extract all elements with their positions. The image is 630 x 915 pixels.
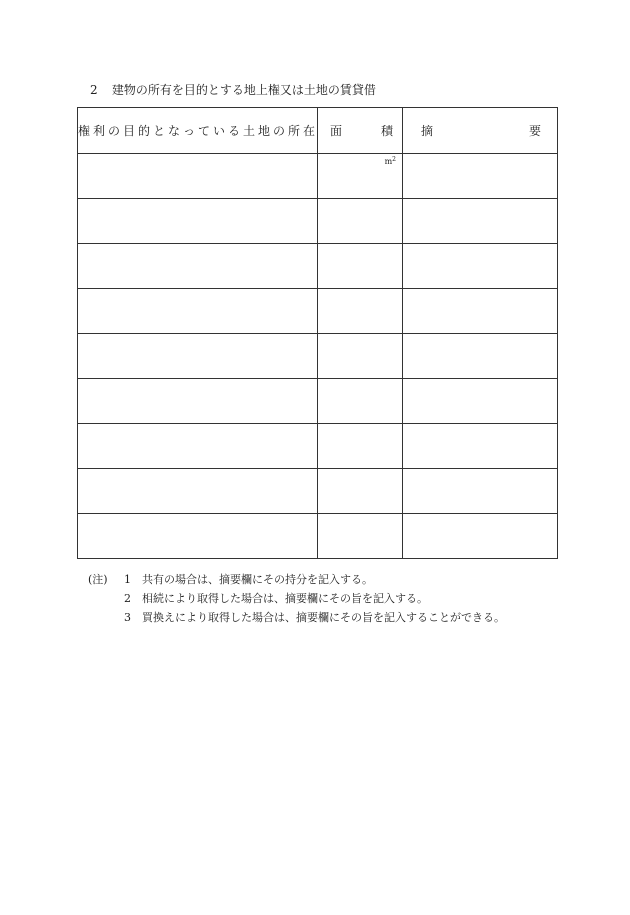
remarks-cell[interactable]: [403, 379, 558, 424]
location-cell[interactable]: [78, 199, 318, 244]
notes-section: [88, 570, 505, 627]
table-row: [78, 379, 558, 424]
area-cell[interactable]: [318, 289, 403, 334]
location-cell[interactable]: [78, 154, 318, 199]
note-number: 3: [124, 611, 131, 624]
note-number: 1: [124, 573, 131, 586]
header-remarks: [403, 108, 558, 154]
area-cell[interactable]: [318, 334, 403, 379]
table-row: [78, 244, 558, 289]
remarks-cell[interactable]: [403, 334, 558, 379]
area-unit: [385, 157, 396, 166]
table-header-row: [78, 108, 558, 154]
area-cell[interactable]: [318, 379, 403, 424]
table-row: [78, 154, 558, 199]
header-location: 権利の目的となっている土地の所在: [78, 108, 318, 154]
location-cell[interactable]: [78, 244, 318, 289]
note-text: 共有の場合は、摘要欄にその持分を記入する。: [142, 573, 373, 586]
table-row: [78, 289, 558, 334]
lease-table: [77, 107, 558, 559]
location-cell[interactable]: [78, 424, 318, 469]
remarks-cell[interactable]: [403, 154, 558, 199]
remarks-cell[interactable]: [403, 514, 558, 559]
note-item: [88, 608, 505, 627]
table-row: [78, 514, 558, 559]
area-cell[interactable]: [318, 244, 403, 289]
location-cell[interactable]: [78, 469, 318, 514]
remarks-cell[interactable]: [403, 424, 558, 469]
area-cell[interactable]: [318, 424, 403, 469]
area-unit-exponent: 2: [392, 156, 396, 163]
section-number: 2: [90, 83, 98, 97]
header-area: [318, 108, 403, 154]
table-row: [78, 199, 558, 244]
remarks-cell[interactable]: [403, 469, 558, 514]
header-remarks-right: 要: [528, 124, 541, 138]
header-area-right: 積: [380, 124, 393, 138]
table-row: [78, 424, 558, 469]
note-item: [88, 589, 505, 608]
table-row: [78, 469, 558, 514]
area-unit-base: m: [384, 157, 393, 166]
remarks-cell[interactable]: [403, 199, 558, 244]
note-text: 買換えにより取得した場合は、摘要欄にその旨を記入することができる。: [142, 611, 505, 624]
area-cell[interactable]: [318, 514, 403, 559]
section-heading: [90, 82, 376, 98]
notes-label: (注): [88, 573, 108, 586]
location-cell[interactable]: [78, 514, 318, 559]
area-cell[interactable]: [318, 469, 403, 514]
header-area-left: 面: [330, 124, 343, 138]
location-cell[interactable]: [78, 289, 318, 334]
note-text: 相続により取得した場合は、摘要欄にその旨を記入する。: [142, 592, 428, 605]
area-cell[interactable]: [318, 154, 403, 199]
section-title: 建物の所有を目的とする地上権又は土地の賃貸借: [111, 83, 376, 97]
remarks-cell[interactable]: [403, 244, 558, 289]
area-cell[interactable]: [318, 199, 403, 244]
note-item: [88, 570, 505, 589]
note-number: 2: [124, 592, 131, 605]
header-remarks-left: 摘: [421, 124, 434, 138]
location-cell[interactable]: [78, 334, 318, 379]
location-cell[interactable]: [78, 379, 318, 424]
remarks-cell[interactable]: [403, 289, 558, 334]
table-row: [78, 334, 558, 379]
